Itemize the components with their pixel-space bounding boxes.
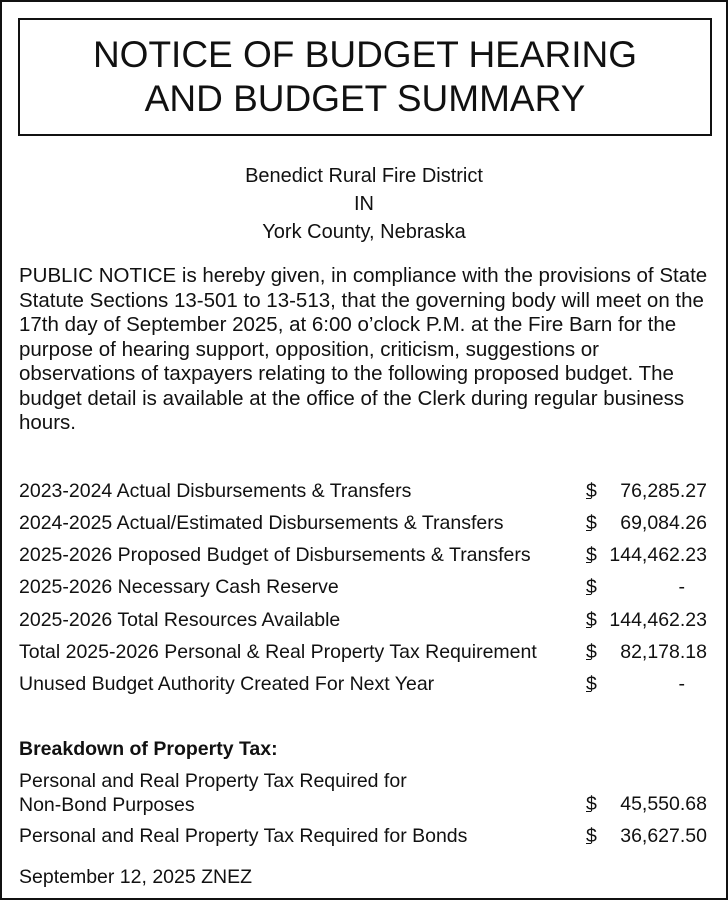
non-bond-amount (586, 793, 707, 816)
currency-symbol: $ (586, 793, 597, 815)
summary-row-2 (19, 512, 709, 538)
summary-amount (586, 544, 707, 567)
amount-value: 144,462.23 (609, 544, 707, 566)
currency-symbol: $ (586, 576, 597, 598)
currency-symbol: $ (586, 609, 597, 631)
summary-row-3 (19, 544, 709, 570)
currency-symbol: $ (586, 480, 597, 502)
footer-date: September 12, 2025 ZNEZ (19, 866, 253, 888)
entity-connector: IN (354, 193, 374, 215)
summary-label: 2025-2026 Total Resources Available (19, 609, 341, 631)
title-box (18, 18, 712, 136)
non-bond-amount-row (19, 793, 709, 819)
summary-row-7 (19, 673, 709, 699)
summary-amount (586, 480, 707, 503)
summary-amount (586, 641, 707, 664)
summary-row-5 (19, 609, 709, 635)
summary-amount (586, 512, 707, 535)
summary-label: 2025-2026 Necessary Cash Reserve (19, 576, 339, 598)
non-bond-label-line-1: Personal and Real Property Tax Required for (19, 770, 407, 792)
summary-row-1 (19, 480, 709, 506)
title-line-2: AND BUDGET SUMMARY (144, 78, 586, 119)
currency-symbol: $ (586, 641, 597, 663)
summary-row-4 (19, 576, 709, 602)
summary-label: 2025-2026 Proposed Budget of Disbursements & Transfers (19, 544, 531, 566)
currency-symbol: $ (586, 825, 597, 847)
amount-value: 36,627.50 (620, 825, 707, 847)
amount-value: 82,178.18 (620, 641, 707, 663)
summary-amount (586, 609, 707, 632)
amount-value: 76,285.27 (620, 480, 707, 502)
amount-value: 144,462.23 (609, 609, 707, 631)
bonds-amount (586, 825, 707, 848)
summary-amount (586, 576, 707, 599)
amount-value: 69,084.26 (620, 512, 707, 534)
amount-value: - (678, 673, 685, 695)
summary-label: Total 2025-2026 Personal & Real Property Tax Requirement (19, 641, 537, 663)
notice-paragraph: PUBLIC NOTICE is hereby given, in compliance with the provisions of State Statute Sections 13-501 to 13-513, that the governing body will meet on the 17th day of September 2025, at 6:00 o’clock P.M. at the Fire Barn for the purpose of hearing support, opposition, criticism, suggestions or observations of taxpayers relating to the following proposed budget. The budget detail is available at the office of the Clerk during regular business hours. (19, 264, 708, 434)
summary-row-6 (19, 641, 709, 667)
non-bond-label-line-2: Non-Bond Purposes (19, 794, 195, 816)
currency-symbol: $ (586, 544, 597, 566)
bonds-row (19, 825, 709, 851)
amount-value: 45,550.68 (620, 793, 707, 815)
summary-amount (586, 673, 707, 696)
bonds-label: Personal and Real Property Tax Required for Bonds (19, 825, 468, 847)
entity-name: Benedict Rural Fire District (245, 165, 483, 187)
title-line-1: NOTICE OF BUDGET HEARING (92, 34, 638, 75)
amount-value: - (678, 576, 685, 598)
currency-symbol: $ (586, 673, 597, 695)
currency-symbol: $ (586, 512, 597, 534)
entity-county: York County, Nebraska (262, 221, 466, 243)
summary-label: 2023-2024 Actual Disbursements & Transfers (19, 480, 412, 502)
summary-label: Unused Budget Authority Created For Next Year (19, 673, 435, 695)
breakdown-heading: Breakdown of Property Tax: (19, 738, 278, 760)
summary-label: 2024-2025 Actual/Estimated Disbursements & Transfers (19, 512, 504, 534)
